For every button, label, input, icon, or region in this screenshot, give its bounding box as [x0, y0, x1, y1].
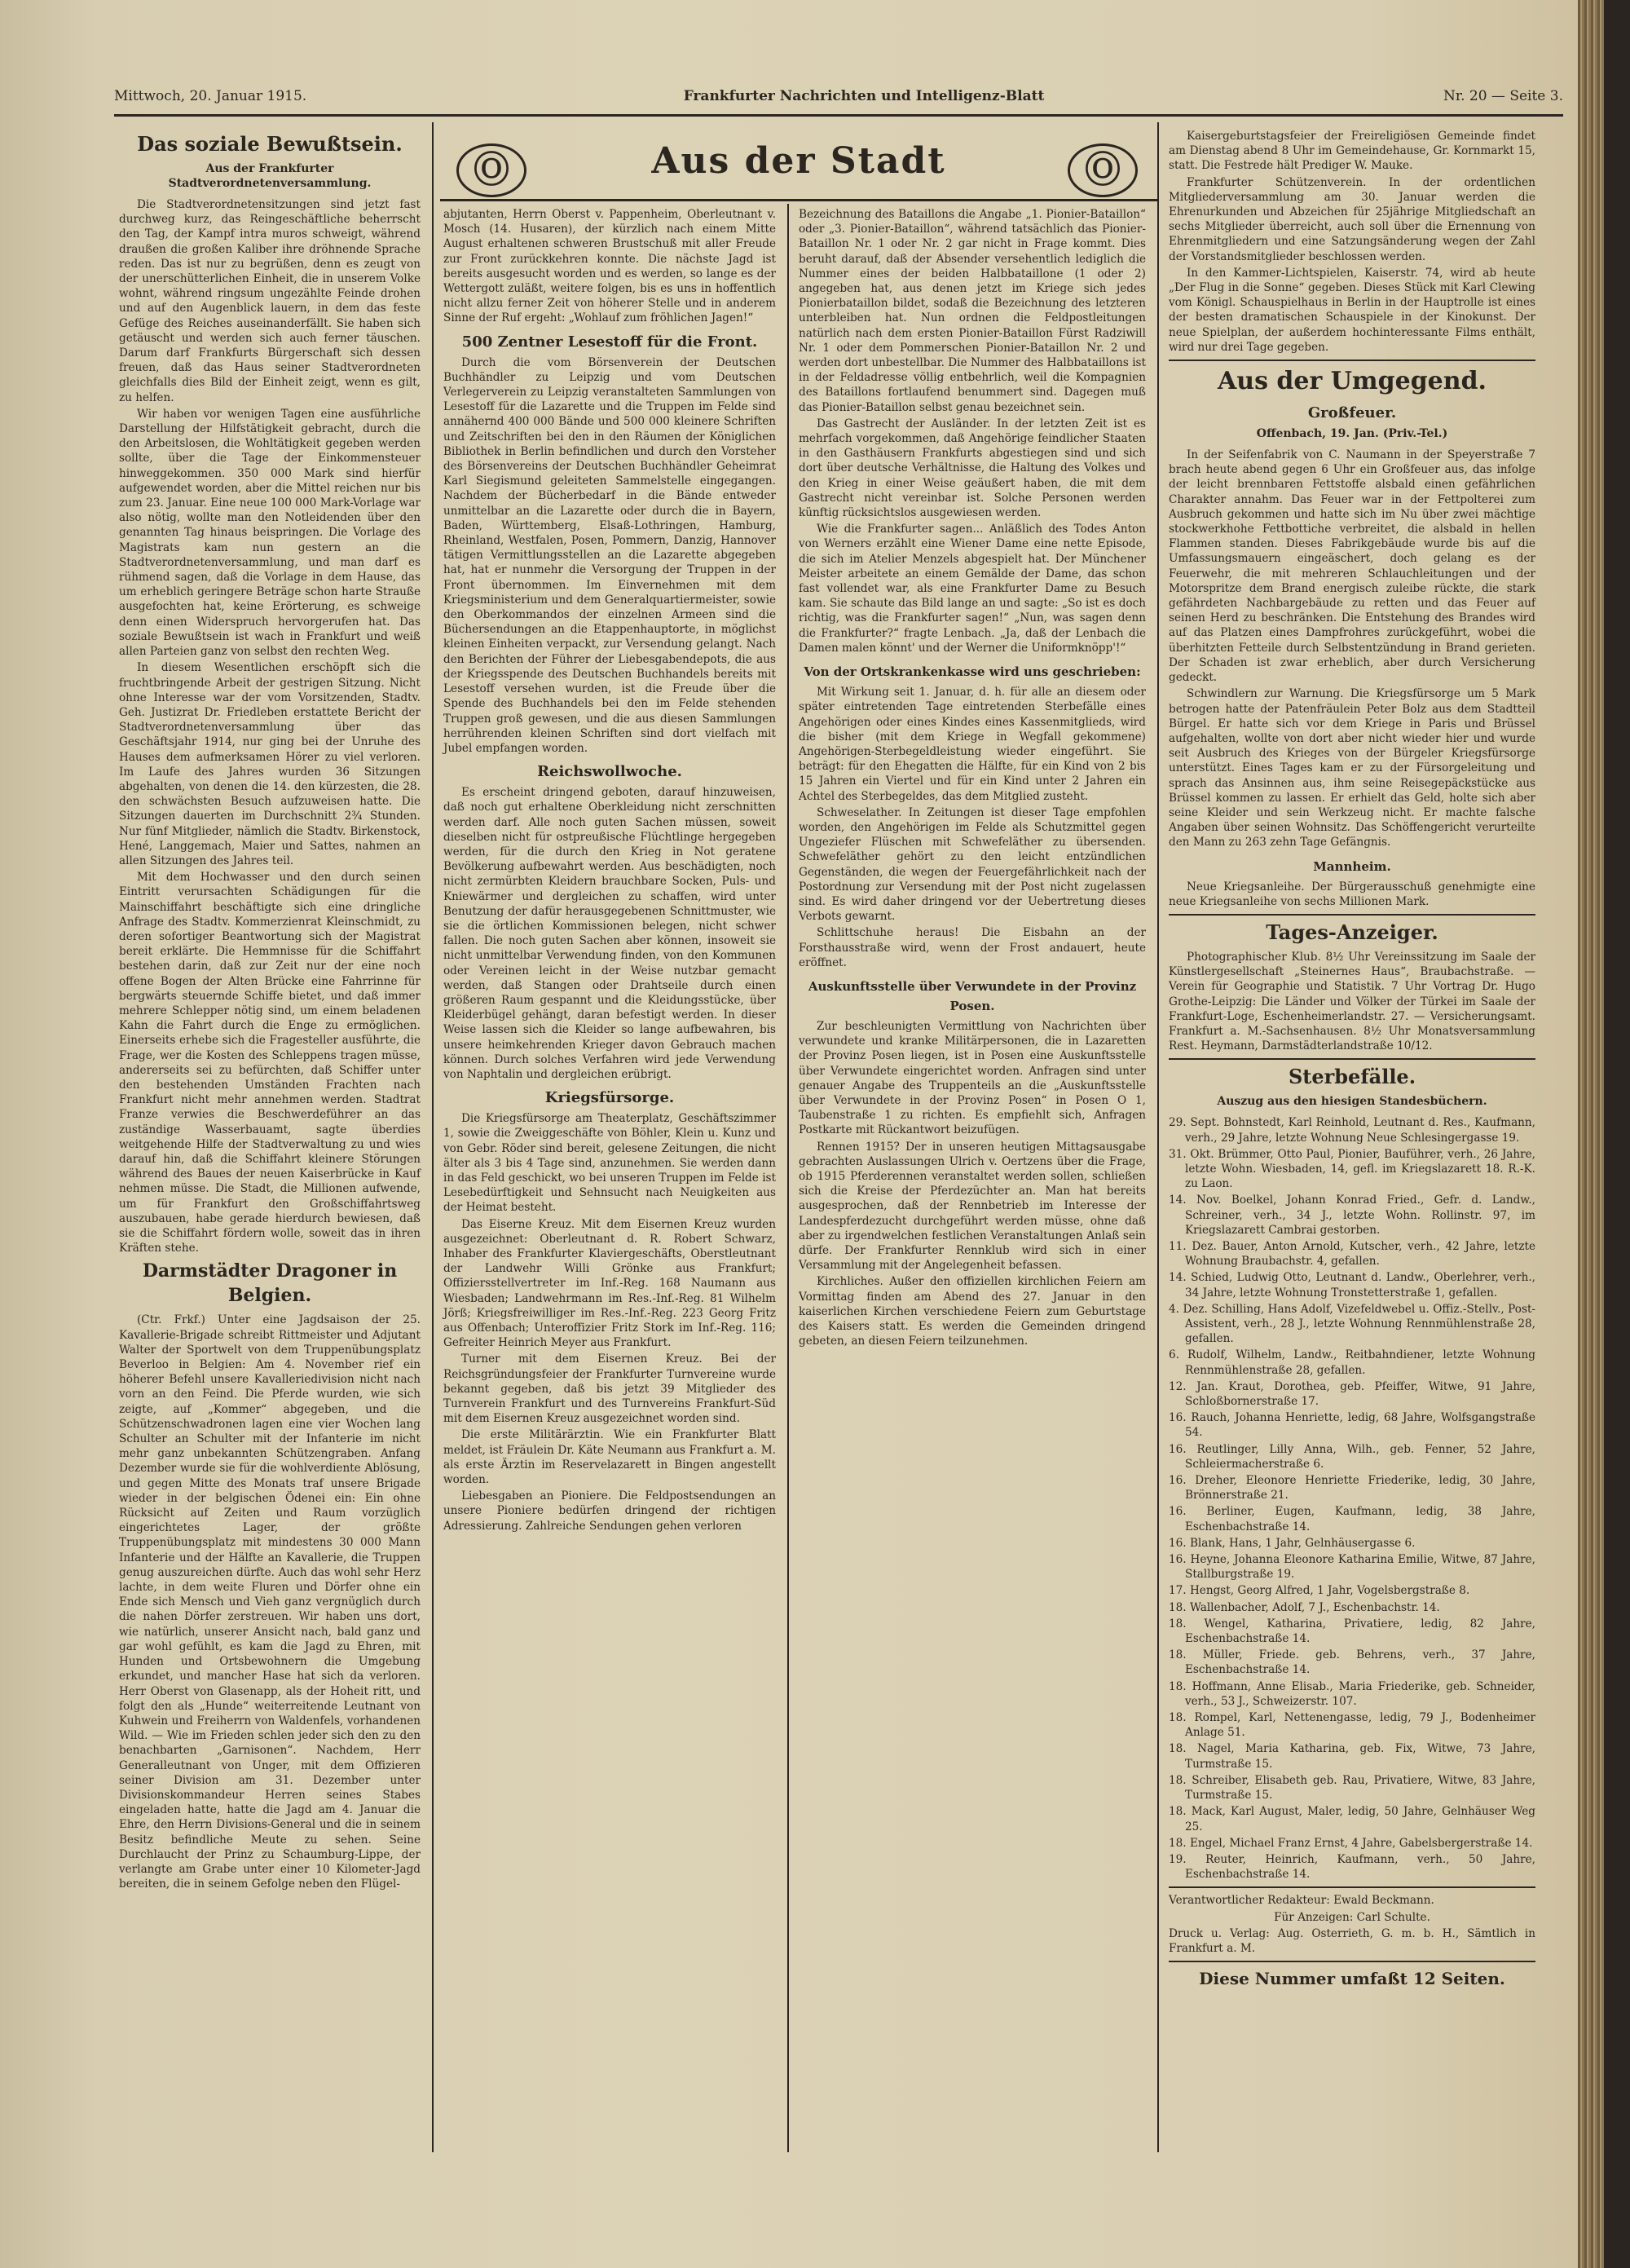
paragraph: Wir haben vor wenigen Tagen eine ausführliche Darstellung der Hilfstätigkeit gebracht, durch die den Arbeitslosen, die Wohltätigkeit gegeben werden sollte, über die Tage der Einkommensteuer hinweggekommen. 350 000 Mark sind hierfür aufgewendet worden, aber die Mittel reichen nur bis zum 23. Januar. Eine neue 100 000 Mark-Vorlage war also nötig, wollte man den Notleidenden über den genannten Tag hinaus beispringen. Die Vorlage des Magistrats kam nun gestern an die Stadtverordnetenversammlung, und man darf es rühmend sagen, daß die Vorlage in dem Hause, das um erheblich geringere Beträge schon harte Strauße ausgefochten hat, keine Erörterung, es schweige denn einen Widerspruch hervorgerufen hat. Das soziale Bewußtsein ist wach in Frankfurt und weiß allen Parteien ganz von selbst den rechten Weg. — [119, 407, 421, 659]
column-2 — [443, 207, 776, 1535]
header-paper: Frankfurter Nachrichten und Intelligenz-Blatt — [683, 88, 1045, 104]
paragraph: Es erscheint dringend geboten, darauf hinzuweisen, daß noch gut erhaltene Oberkleidung nicht zerschnitten werden darf. Alle noch guten Sachen müssen, soweit dieselben nicht für ostpreußische Flüchtlinge hergegeben werden, für die durch den Krieg in Not geratene Bevölkerung aufbewahrt werden. Aus beschädigten, noch nicht zermürbten Kleidern brauchbare Socken, Puls- und Kniewärmer und dergleichen zu schaffen, wird unter Benutzung der dafür herausgegebenen Schnittmuster, wie sie die örtlichen Kommissionen belegen, nicht schwer fallen. Die noch guten Sachen aber können, insoweit sie nicht unmittelbar Verwendung finden, von den Kommunen oder Vereinen leicht in der Weise nutzbar gemacht werden, daß Stangen oder Drahtseile durch einen größeren Raum gespannt und die Kleidungsstücke, über Kleiderbügel gehängt, daran befestigt werden. In dieser Weise lassen sich die Kleider so lange aufbewahren, bis unsere heimkehrenden Krieger davon Gebrauch machen können. Durch solches Verfahren wird jede Verwendung von Naphtalin und dergleichen erübrigt. — [443, 786, 776, 1081]
death-notice: 17. Hengst, Georg Alfred, 1 Jahr, Vogelsbergstraße 8. — [1169, 1584, 1470, 1598]
headline: Reichswollwoche. — [537, 763, 682, 781]
headline: Darmstädter Dragoner in Belgien. — [142, 1260, 398, 1307]
imprint: Für Anzeigen: Carl Schulte. — [1274, 1910, 1430, 1924]
paragraph: Das Eiserne Kreuz. Mit dem Eisernen Kreuz wurden ausgezeichnet: Oberleutnant d. R. Robert Schwarz, Inhaber des Frankfurter Klaviergeschäfts, Oberstleutnant der Landwehr Willi Grönke aus Frankfurt; Offiziersstellvertreter im Inf.-Reg. 168 Naumann aus Wiesbaden; Landwehrmann im Res.-Inf.-Reg. 81 Wilhelm Jörß; Kriegsfreiwilliger im Res.-Inf.-Reg. 223 Georg Fritz aus Offenbach; Unteroffizier Fritz Stork im Inf.-Reg. 116; Gefreiter Heinrich Meyer aus Frankfurt. — [443, 1217, 776, 1350]
death-notice: 14. Schied, Ludwig Otto, Leutnant d. Landw., Oberlehrer, verh., 34 Jahre, letzte Wohnung Tronstetterstraße 1, gefallen. — [1169, 1271, 1535, 1299]
ornament-left: Ⓞ — [456, 143, 526, 197]
death-notice: 18. Nagel, Maria Katharina, geb. Fix, Witwe, 73 Jahre, Turmstraße 15. — [1169, 1742, 1535, 1771]
death-notice: 18. Engel, Michael Franz Ernst, 4 Jahre, Gabelsbergerstraße 14. — [1169, 1836, 1533, 1850]
paragraph: (Ctr. Frkf.) Unter eine Jagdsaison der 25. Kavallerie-Brigade schreibt Rittmeister und Adjutant Walter der Sportwelt von dem Truppenübungsplatz Beverloo in Belgien: Am 4. November rief ein höherer Befehl unsere Kavalleriedivision nicht nach vorn an den Feind. Die Pferde wurden, wie sich zeigte, auf „Kommer“ abgegeben, und die Schützenschwadronen lagen eine vier Wochen lang Schulter an Schulter mit der Infanterie im nicht mehr ganz unbekannten Schützengraben. Anfang Dezember wurde sie für die wohlverdiente Ablösung, und gegen Mitte des Monats traf unsere Brigade wieder in der belgischen Ödenei ein: Ein ohne Rücksicht auf Zeiten und Raum vorzüglich eingerichtetes Lager, der größte Truppenübungsplatz mit mindestens 30 000 Mann Infanterie und der Hälfte an Kavallerie, die Truppen genug auszureichen dürfte. Auch das wohl sehr Herz lachte, in dem weite Fluren und Dörfer ohne ein Ende sich Mensch und Vieh ganz vergnüglich durch die nahen Dörfer zerstreuen. Wir haben uns dort, wie natürlich, unserer Ansicht nach, bald ganz und gar wohl gefühlt, es kam die Jagd zu Ehren, mit Hunden und Ortsbewohnern die Umgebung erkundet, und mancher Hase hat sich da verloren. Herr Oberst von Glasenapp, als der Hoheit ritt, und folgt den als „Hunde“ weiterreitende Leutnant von Kuhwein und Freiherrn von Waldenfels, vorhandenen Wild. — Wie im Frieden schlen jeder sich den zu den benachbarten „Garnisonen“. Nachdem, Herr Generalleutnant von Unger, mit dem Offizieren seiner Division am 31. Dezember unter Divisionskommandeur Herren seines Stabes eingeladen hatte, hatte die Jagd am 4. Januar die Ehre, den Herrn Divisions-General und die in seinem Besitz befindliche Meute zu sehen. Seine Durchlaucht der Prinz zu Schaumburg-Lippe, der verlangte am Grabe unter einer 10 Kilometer-Jagd bereiten, die in seinem Gefolge neben den Flügel- — [119, 1313, 421, 1891]
headline: Sterbefälle. — [1288, 1065, 1416, 1089]
paragraph: Die Kriegsfürsorge am Theaterplatz, Geschäftszimmer 1, sowie die Zweiggeschäfte von Böhler, Klein u. Kunz und von Gebr. Röder sind bereit, gelesene Zeitungen, die nicht älter als 3 bis 4 Tage sind, anzunehmen. Sie werden dann in das Feld geschickt, wo bei unseren Truppen im Felde ist Lesebedürftigkeit und Sehnsucht nach Neuigkeiten aus der Heimat besteht. — [443, 1112, 776, 1215]
headline: Kriegsfürsorge. — [544, 1089, 675, 1107]
header-page: Nr. 20 — Seite 3. — [1443, 88, 1563, 104]
paragraph: Die erste Militärärztin. Wie ein Frankfurter Blatt meldet, ist Fräulein Dr. Käte Neumann aus Frankfurt a. M. als erste Ärztin im Reservelazarett in Bingen angestellt worden. — [443, 1428, 776, 1487]
imprint: Verantwortlicher Redakteur: Ewald Beckmann. — [1169, 1894, 1434, 1908]
death-notice: 18. Hoffmann, Anne Elisab., Maria Friederike, geb. Schneider, verh., 53 J., Schweizerstr. 107. — [1169, 1679, 1535, 1708]
headline: Aus der Umgegend. — [1218, 367, 1487, 396]
death-notice: 16. Rauch, Johanna Henriette, ledig, 68 Jahre, Wolfsgangstraße 54. — [1169, 1411, 1535, 1440]
paragraph: Mit Wirkung seit 1. Januar, d. h. für alle an diesem oder später eintretenden Tage eintretenden Sterbefälle eines Angehörigen oder eines Kindes eines Kassenmitglieds, wird die bisher (mit dem Kriege in Wegfall gekommene) Angehörigen-Sterbegeldleistung wieder eingeführt. Sie beträgt: für den Ehegatten die Hälfte, für ein Kind von 2 bis 15 Jahren ein Viertel und für ein Kind unter 2 Jahren ein Achtel des Sterbegeldes, das dem Mitglied zusteht. — [799, 686, 1146, 803]
death-notice: 16. Reutlinger, Lilly Anna, Wilh., geb. Fenner, 52 Jahre, Schleiermacherstraße 6. — [1169, 1442, 1535, 1471]
imprint: Druck u. Verlag: Aug. Osterrieth, G. m. b. H., Sämtlich in Frankfurt a. M. — [1169, 1926, 1535, 1955]
masthead-rule — [440, 199, 1157, 201]
death-notice: 16. Dreher, Eleonore Henriette Friederike, ledig, 30 Jahre, Brönnerstraße 21. — [1169, 1474, 1535, 1502]
column-1 — [119, 129, 421, 1893]
paragraph: Durch die vom Börsenverein der Deutschen Buchhändler zu Leipzig und vom Deutschen Verlegerverein zu Leipzig veranstalteten Sammlungen von Lesestoff für die Lazarette und die Truppen im Felde sind annähernd 400 000 Bände und 500 000 kleinere Schriften und Zeitschriften bei den in den Räumen der Königlichen Bibliothek in Berlin befindlichen und durch den Vorsteher des Börsenvereins der Deutschen Buchhändler Geheimrat Karl Siegismund geleiteten Sammelstelle eingegangen. Nachdem der Bücherbedarf in die Bände entweder unmittelbar an die Lazarette oder durch die in Bayern, Baden, Württemberg, Elsaß-Lothringen, Hamburg, Rheinland, Westfalen, Posen, Pommern, Danzig, Hannover tätigen Vermittlungsstellen an die Lazarette abgegeben hat, hat er nunmehr die Versorgung der Truppen in der Front übernommen. Im Einvernehmen mit dem Kriegsministerium und dem Generalquartiermeister, sowie den Oberkommandos der einzelnen Armeen sind die Büchersendungen an die Etappenhauptorte, in möglichst kleinen Einheiten verpackt, zur Versendung gelangt. Nach den Berichten der Führer der Liebesgabendepots, die aus der Kriegsspende des Deutschen Buchhandels bereits mit Lesestoff versehen wurden, ist die Freude über die Spende des Buchhandels bei den im Felde stehenden Truppen groß gewesen, und die aus diesen Sammlungen herrührenden kleinen Schriften sind dort vielfach mit Jubel empfangen worden. — [443, 355, 776, 755]
paragraph: Das Gastrecht der Ausländer. In der letzten Zeit ist es mehrfach vorgekommen, daß Angehörige feindlicher Staaten in den Gasthäusern Frankfurts abgestiegen sind und sich dort über deutsche Verhältnisse, die Haltung des Volkes und den Krieg in einer Weise geäußert haben, die mit dem Gastrecht nicht vereinbar ist. Solche Personen werden künftig rücksichtslos ausgewiesen werden. — [799, 417, 1146, 520]
header-rule — [114, 114, 1563, 117]
headline: Auskunftsstelle über Verwundete in der Provinz Posen. — [808, 978, 1137, 1013]
death-notice: 4. Dez. Schilling, Hans Adolf, Vizefeldwebel u. Offiz.-Stellv., Post-Assistent, verh., 28 J., letzte Wohnung Rennmühlenstraße 28, gefallen. — [1169, 1302, 1535, 1346]
subheadline: Aus der Frankfurter Stadtverordnetenversammlung. — [168, 162, 372, 190]
paragraph: Kaisergeburtstagsfeier der Freireligiösen Gemeinde findet am Dienstag abend 8 Uhr im Gemeindehause, Gr. Kornmarkt 15, statt. Die Festrede hält Prediger W. Mauke. — [1169, 130, 1535, 173]
death-notice: 11. Dez. Bauer, Anton Arnold, Kutscher, verh., 42 Jahre, letzte Wohnung Braubachstr. 4, gefallen. — [1169, 1239, 1535, 1269]
section-rule — [1169, 1886, 1535, 1888]
paragraph: Schwindlern zur Warnung. Die Kriegsfürsorge um 5 Mark betrogen hatte der Patenfräulein Peter Bolz aus dem Stadtteil Bürgel. Er hatte sich vor dem Kriege in Paris und Brüssel aufgehalten, wollte von dort aber nicht wieder hier und wurde seit Ausbruch des Krieges von der Bürgeler Kriegsfürsorge unterstützt. Eines Tages kam er zu der Fürsorgeleitung und sprach das Ansinnen aus, ihm seine Reisegepäckstücke aus Brüssel kommen zu lassen. Er erhielt das Geld, holte sich aber seine Kleider und sein Werkzeug nicht. Er machte falsche Angaben über seinen Wohnsitz. Das Schöffengericht verurteilte den Mann zu 263 zehn Tage Gefängnis. — [1169, 687, 1535, 849]
death-notice: 14. Nov. Boelkel, Johann Konrad Fried., Gefr. d. Landw., Schreiner, verh., 34 J., letzte Wohn. Rollinstr. 97, im Kriegslazarett Cambrai gestorben. — [1169, 1194, 1535, 1237]
headline: Das soziale Bewußtsein. — [137, 132, 403, 156]
paragraph: Kirchliches. Außer den offiziellen kirchlichen Feiern am Vormittag finden am Abend des 27. Januar in den kaiserlichen Kirchen verschiedene Feiern zum Geburtstage des Kaisers statt. Es werden die Gemeinden dringend gebeten, an diesen Feiern teilzunehmen. — [799, 1275, 1146, 1348]
paragraph: Schlittschuhe heraus! Die Eisbahn an der Forsthausstraße wird, wenn der Frost andauert, heute eröffnet. — [799, 926, 1146, 969]
headline: Mannheim. — [1313, 858, 1391, 874]
death-notice: 16. Heyne, Johanna Eleonore Katharina Emilie, Witwe, 87 Jahre, Stallburgstraße 19. — [1169, 1553, 1535, 1582]
section-rule — [1169, 360, 1535, 361]
paragraph: Zur beschleunigten Vermittlung von Nachrichten über verwundete und kranke Militärpersonen, die in Lazaretten der Provinz Posen liegen, ist in Posen eine Auskunftsstelle über Verwundete eingerichtet worden. Anfragen sind unter genauer Angabe des Truppenteils an die „Auskunftsstelle über Verwundete in der Provinz Posen“ in Posen O 1, Taubenstraße 1 zu richten. Es empfiehlt sich, Anfragen Postkarte mit Rückantwort beizufügen. — [799, 1019, 1146, 1137]
paragraph: Mit dem Hochwasser und den durch seinen Eintritt verursachten Schädigungen für die Mainschiffahrt beschäftigte sich eine dringliche Anfrage des Stadtv. Kommerzienrat Kleinschmidt, zu deren sofortiger Beantwortung sich der Magistrat bereit erklärte. Die Hemmnisse für die Schiffahrt bestehen darin, daß zur Zeit nur der eine noch offene Bogen der Alten Brücke eine Fahrrinne für bergwärts steuernde Schiffe bietet, und daß immer mehrere Schlepper nötig sind, um einem beladenen Kahn die Fahrt durch die Enge zu ermöglichen. Einerseits erhebe sich die Fragesteller ausführte, die Frage, wer die Kosten des Schleppens tragen müsse, andererseits sei zu befürchten, daß Schiffer unter den bestehenden Umständen Frachten nach Frankfurt nicht mehr annehmen werden. Stadtrat Franze verwies die Beschwerdeführer an das zuständige Wasserbauamt, sagte überdies weitgehende Hilfe der Stadtverwaltung zu und wies darauf hin, daß die Schiffahrt kleinere Störungen während des Baues der neuen Kaiserbrücke in Kauf nehmen müsse. Die Stadt, die Millionen aufwende, um für Frankfurt den Großschiffahrtsweg auszubauen, habe gerade hierdurch bewiesen, daß sie die Schiffahrt fördern wolle, soweit das in ihren Kräften stehe. — [119, 871, 421, 1255]
paragraph: Turner mit dem Eisernen Kreuz. Bei der Reichsgründungsfeier der Frankfurter Turnvereine wurde bekannt gegeben, daß bis jetzt 39 Mitglieder des Turnverein Frankfurt und des Turnvereins Frankfurt-Süd mit dem Eisernen Kreuz ausgezeichnet worden sind. — [443, 1352, 776, 1426]
paragraph: Photographischer Klub. 8½ Uhr Vereinssitzung im Saale der Künstlergesellschaft „Steinernes Haus“, Braubachstraße. — Verein für Geographie und Statistik. 7 Uhr Vortrag Dr. Hugo Grothe-Leipzig: Die Länder und Völker der Türkei im Saale der Frankfurt-Loge, Eschenheimerlandstr. 27. — Versicherungsamt. Frankfurt a. M.-Sachsenhausen. 8½ Uhr Monatsversammlung Rest. Heymann, Darmstädterlandstraße 10/12. — [1169, 950, 1535, 1053]
death-notice: 16. Berliner, Eugen, Kaufmann, ledig, 38 Jahre, Eschenbachstraße 14. — [1169, 1505, 1535, 1533]
column-rule — [787, 204, 789, 2152]
book-edge — [1578, 0, 1604, 2268]
header-date: Mittwoch, 20. Januar 1915. — [114, 88, 307, 104]
headline: Großfeuer. — [1307, 404, 1397, 422]
dateline: Offenbach, 19. Jan. (Priv.-Tel.) — [1256, 427, 1448, 441]
issue-note: Diese Nummer umfaßt 12 Seiten. — [1199, 1969, 1505, 1989]
column-rule — [1157, 122, 1159, 2152]
headline: Von der Ortskrankenkasse wird uns geschrieben: — [804, 664, 1141, 680]
death-notice: 18. Müller, Friede. geb. Behrens, verh., 37 Jahre, Eschenbachstraße 14. — [1169, 1648, 1535, 1677]
paragraph: Schweselather. In Zeitungen ist dieser Tage empfohlen worden, den Angehörigen im Felde als Schutzmittel gegen Ungeziefer Flüschen mit Schwefeläther zu übersenden. Schwefeläther gehört zu den leicht entzündlichen Gegenständen, die wegen der Feuergefährlichkeit nach der Postordnung zur Versendung mit der Post nicht zugelassen sind. Es wird daher dringend vor der Uebertretung dieses Verbots gewarnt. — [799, 805, 1146, 924]
death-notice: 18. Wallenbacher, Adolf, 7 J., Eschenbachstr. 14. — [1169, 1600, 1440, 1614]
paragraph: Wie die Frankfurter sagen... Anläßlich des Todes Anton von Werners erzählt eine Wiener Dame eine nette Episode, die sich im Atelier Menzels abgespielt hat. Der Münchener Meister arbeitete an einem Gemälde der Dame, das schon fast vollendet war, als eine Frankfurter Dame zu Besuch kam. Sie schaute das Bild lange an und sagte: „So ist es doch richtig, was die Frankfurter sagen!“ „Nun, was sagen denn die Frankfurter?“ fragte Lenbach. „Ja, daß der Lenbach die Damen malen könnt' und der Werner die Uniformknöpp'!“ — [799, 523, 1146, 655]
paragraph: Rennen 1915? Der in unseren heutigen Mittagsausgabe gebrachten Auslassungen Ulrich v. Oertzens über die Frage, ob 1915 Pferderennen veranstaltet werden sollen, schließen sich die Kreise der Pferdezüchter an. Man hat bereits ausgesprochen, daß der Rennbetrieb im Interesse der Landespferdezucht durchgeführt werden müsse, ohne daß aber zu irgendwelchen festlichen Veranstaltungen Anlaß sein dürfe. Der Frankfurter Rennklub wird sich in einer Versammlung mit der Angelegenheit befassen. — [799, 1140, 1146, 1273]
paragraph: In den Kammer-Lichtspielen, Kaiserstr. 74, wird ab heute „Der Flug in die Sonne“ gegeben. Dieses Stück mit Karl Clewing vom Königl. Schauspielhaus in Berlin in der Hauptrolle ist eines der besten dramatischen Schauspiele in der Kinokunst. Der neue Spielplan, der außerdem hochinteressante Films enthält, wird nur drei Tage gegeben. — [1169, 266, 1535, 354]
section-rule — [1169, 914, 1535, 916]
death-notice: 18. Schreiber, Elisabeth geb. Rau, Privatiere, Witwe, 83 Jahre, Turmstraße 15. — [1169, 1773, 1535, 1802]
headline: Tages-Anzeiger. — [1266, 920, 1438, 944]
paragraph: Bezeichnung des Bataillons die Angabe „1. Pionier-Bataillon“ oder „3. Pionier-Bataillon“, während tatsächlich das Pionier-Bataillon Nr. 1 oder Nr. 2 gar nicht in Frage kommt. Dies beruht darauf, daß der Absender versehentlich lediglich die Nummer eines der beiden Halbbataillone (1 oder 2) angegeben hat, aus denen jetzt im Kriege sich jedes Pionierbataillon bildet, sodaß die Bezeichnung des letzteren unterbleiben hat. Nun ordnen die Feldpostleitungen natürlich nach dem ersten Pionier-Bataillon Fürst Radziwill Nr. 1 oder dem Pommerschen Pionier-Bataillon Nr. 2 und werden dort unbestellbar. Die Nummer des Halbbataillons ist in der Feldadresse völlig entbehrlich, weil die Kompagnien des Bataillons fortlaufend benummert sind. Dagegen muß das Pionier-Bataillon selbst genau bezeichnet sein. — [799, 208, 1146, 414]
death-notice: 19. Reuter, Heinrich, Kaufmann, verh., 50 Jahre, Eschenbachstraße 14. — [1169, 1852, 1535, 1882]
death-notice: 18. Wengel, Katharina, Privatiere, ledig, 82 Jahre, Eschenbachstraße 14. — [1169, 1617, 1535, 1646]
ornament-right: Ⓞ — [1068, 143, 1138, 197]
paragraph: Neue Kriegsanleihe. Der Bürgerausschuß genehmigte eine neue Kriegsanleihe von sechs Millionen Mark. — [1169, 880, 1535, 908]
paragraph: Die Stadtverordnetensitzungen sind jetzt fast durchweg kurz, das Reingeschäftliche beherrscht den Tag, der Kampf intra muros schweigt, während draußen die großen Kaliber ihre dröhnende Sprache reden. Das ist nur zu begrüßen, denn es zeugt von der unerschütterlichen Einheit, die in unserem Volke wohnt, während ringsum ungezählte Feinde drohen und auf den Augenblick lauern, in dem das feste Gefüge des Reiches auseinanderfällt. Sie haben sich getäuscht und werden sich auch ferner täuschen. Darum darf Frankfurts Bürgerschaft sich dessen freuen, daß das Haus seiner Stadtverordneten gleichfalls dies Bild der Einheit zeigt, wenn es gilt, zu helfen. — [119, 198, 421, 404]
subheadline: Auszug aus den hiesigen Standesbüchern. — [1217, 1095, 1487, 1109]
death-notices-list — [1169, 1115, 1535, 1882]
column-rule — [432, 122, 434, 2152]
column-3 — [799, 207, 1146, 1350]
death-notice: 18. Mack, Karl August, Maler, ledig, 50 Jahre, Gelnhäuser Weg 25. — [1169, 1805, 1535, 1833]
death-notice: 16. Blank, Hans, 1 Jahr, Gelnhäusergasse 6. — [1169, 1536, 1416, 1550]
section-rule — [1169, 1961, 1535, 1962]
paragraph: Liebesgaben an Pioniere. Die Feldpostsendungen an unsere Pioniere bedürfen dringend der richtigen Adressierung. Zahlreiche Sendungen gehen verloren — [443, 1489, 776, 1533]
masthead-title: Aus der Stadt — [651, 140, 946, 182]
paragraph: Frankfurter Schützenverein. In der ordentlichen Mitgliederversammlung am 30. Januar werden die Ehrenurkunden und Abzeichen für 25jährige Mitgliedschaft an sechs Mitglieder überreicht, auch soll über die Ernennung von Ehrenmitgliedern und eine Satzungsänderung wegen der Zahl der Vorstandsmitglieder beschlossen werden. — [1169, 175, 1535, 263]
paragraph: abjutanten, Herrn Oberst v. Pappenheim, Oberleutnant v. Mosch (14. Husaren), der kürzlich nach einem Mitte August erhaltenen schweren Brustschuß mit aller Freude zur Front zurückkehren konnte. Die nächste Jagd ist bereits ausgesucht worden und es werden, so lange es der Wettergott zuläßt, weitere folgen, bis es uns in hoffentlich nicht allzu ferner Zeit von höherer Stelle und in anderem Sinne der Ruf ergeht: „Wohlauf zum fröhlichen Jagen!“ — [443, 208, 776, 325]
section-rule — [1169, 1058, 1535, 1060]
death-notice: 31. Okt. Brümmer, Otto Paul, Pionier, Bauführer, verh., 26 Jahre, letzte Wohn. Wiesbaden, 14, gefl. im Kriegslazarett 18. R.-K. zu Laon. — [1169, 1147, 1535, 1191]
death-notice: 6. Rudolf, Wilhelm, Landw., Reitbahndiener, letzte Wohnung Rennmühlenstraße 28, gefallen. — [1169, 1348, 1535, 1377]
death-notice: 18. Rompel, Karl, Nettenengasse, ledig, 79 J., Bodenheimer Anlage 51. — [1169, 1711, 1535, 1740]
headline: 500 Zentner Lesestoff für die Front. — [461, 333, 758, 351]
paragraph: In diesem Wesentlichen erschöpft sich die fruchtbringende Arbeit der gestrigen Sitzung. Nicht ohne Interesse war der vom Vorsitzenden, Stadtv. Geh. Justizrat Dr. Friedleben erstattete Bericht der Stadtverordnetenversammlung über das Geschäftsjahr 1914, nur ging bei der Unruhe des Hauses dem aufmerksamen Hörer zu viel verloren. Im Laufe des Jahres wurden 36 Sitzungen abgehalten, von denen die 14. den kürzesten, die 28. den schwächsten Besuch aufzuweisen hatte. Die Sitzungen dauerten im Durchschnitt 2¾ Stunden. Nur fünf Mitglieder, nämlich die Stadtv. Birkenstock, Hené, Langgemach, Maier und Sattes, nahmen an allen Sitzungen des Jahres teil. — [119, 661, 421, 867]
death-notice: 12. Jan. Kraut, Dorothea, geb. Pfeiffer, Witwe, 91 Jahre, Schloßbornerstraße 17. — [1169, 1379, 1535, 1409]
column-4 — [1169, 129, 1535, 1992]
death-notice: 29. Sept. Bohnstedt, Karl Reinhold, Leutnant d. Res., Kaufmann, verh., 29 Jahre, letzte Wohnung Neue Schlesingergasse 19. — [1169, 1116, 1535, 1145]
page-header — [114, 88, 1563, 116]
paragraph: In der Seifenfabrik von C. Naumann in der Speyerstraße 7 brach heute abend gegen 6 Uhr ein Großfeuer aus, das infolge der leicht brennbaren Fettstoffe alsbald einen gefährlichen Charakter annahm. Das Feuer war in der Fettpolterei zum Ausbruch gekommen und hatte sich im Nu über zwei mächtige stockwerkhohe Fettbottiche verbreitet, die alsbald in hellen Flammen standen. Dieses Fabrikgebäude wurde bis auf die Umfassungsmauern eingeäschert, doch gelang es der Feuerwehr, die mit mehreren Schlauchleitungen und der Motorspritze dem Brand energisch zuleibe rückte, die stark gefährdeten Nachbargebäude zu retten und das Feuer auf seinen Herd zu beschränken. Die Entstehung des Brandes wird auf das Platzen eines Dampfrohres zurückgeführt, wobei die überhitzten Fetteile durch Selbstentzündung in Brand gerieten. Der Schaden ist zwar erheblich, aber durch Versicherung gedeckt. — [1169, 448, 1535, 685]
